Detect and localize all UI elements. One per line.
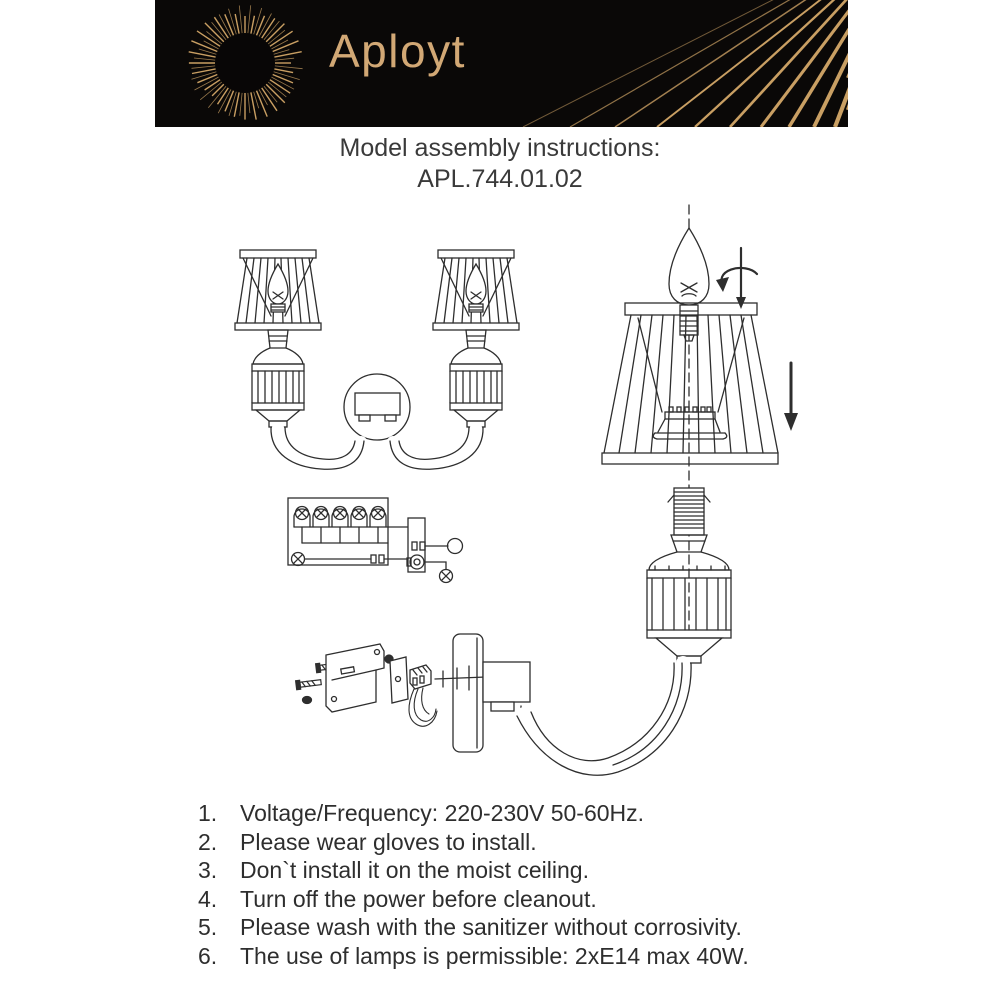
- title-block: [0, 133, 1000, 195]
- shade-and-bulb-assembly-diagram: [602, 205, 798, 630]
- brand-name: Aployt: [329, 25, 466, 77]
- list-item: [198, 885, 749, 914]
- lamp-symbols: [294, 507, 386, 528]
- screw-head-icon: [303, 697, 312, 704]
- wall-mount-exploded-diagram: [296, 634, 530, 752]
- left-lamp: [235, 250, 321, 427]
- arm-and-body-assembly-drawing: [517, 488, 731, 775]
- item-text: Turn off the power before cleanout.: [240, 885, 597, 912]
- list-item: [198, 913, 749, 942]
- lamp-symbol-bottom: [292, 553, 305, 566]
- brand-banner: [155, 0, 848, 127]
- wall-plate: [390, 657, 408, 703]
- list-item: [198, 856, 749, 885]
- item-number: 2.: [198, 828, 218, 855]
- item-number: 1.: [198, 800, 218, 826]
- model-number: APL.744.01.02: [417, 165, 583, 193]
- item-text: Voltage/Frequency: 220-230V 50-60Hz.: [240, 800, 645, 826]
- shade-ring-clamp: [653, 407, 726, 439]
- l-bracket: [326, 644, 384, 712]
- mounting-screw-icon: [296, 680, 322, 690]
- rotation-arrow-icon: [716, 248, 757, 309]
- corner-rays-icon: [523, 0, 848, 127]
- item-number: 6.: [198, 942, 218, 969]
- wiring-schematic-diagram: [288, 498, 463, 583]
- item-number: 4.: [198, 885, 218, 912]
- curved-arm: [517, 663, 691, 775]
- instruction-list: [198, 799, 749, 970]
- assembly-diagrams: [150, 200, 850, 800]
- junction-box: [355, 393, 400, 415]
- list-item: [198, 828, 749, 857]
- right-lamp: [433, 250, 519, 427]
- arm-mount-tab: [491, 702, 514, 711]
- item-number: 5.: [198, 914, 218, 940]
- wire-loop: [409, 688, 437, 726]
- down-arrow-icon: [784, 363, 798, 431]
- right-arm: [390, 427, 483, 469]
- lamp-symbol-right: [440, 570, 453, 583]
- arm-mount-box: [483, 662, 530, 702]
- item-text: The use of lamps is permissible: 2xE14 max 40W.: [240, 942, 749, 969]
- list-item: [198, 942, 749, 971]
- sconce-front-view-drawing: [235, 250, 519, 469]
- banner-decorations: [155, 0, 848, 127]
- item-text: Please wear gloves to install.: [240, 828, 537, 855]
- item-text: Please wash with the sanitizer without corrosivity.: [240, 914, 742, 940]
- wall-backplate: [453, 634, 483, 752]
- item-number: 3.: [198, 857, 218, 883]
- item-text: Don`t install it on the moist ceiling.: [240, 857, 589, 883]
- terminal-connector-block: [410, 665, 431, 689]
- list-item: [198, 799, 749, 828]
- page-title: Model assembly instructions:: [339, 134, 661, 162]
- candle-bulb: [669, 228, 709, 341]
- left-arm: [271, 427, 364, 469]
- sunburst-center: [216, 34, 274, 92]
